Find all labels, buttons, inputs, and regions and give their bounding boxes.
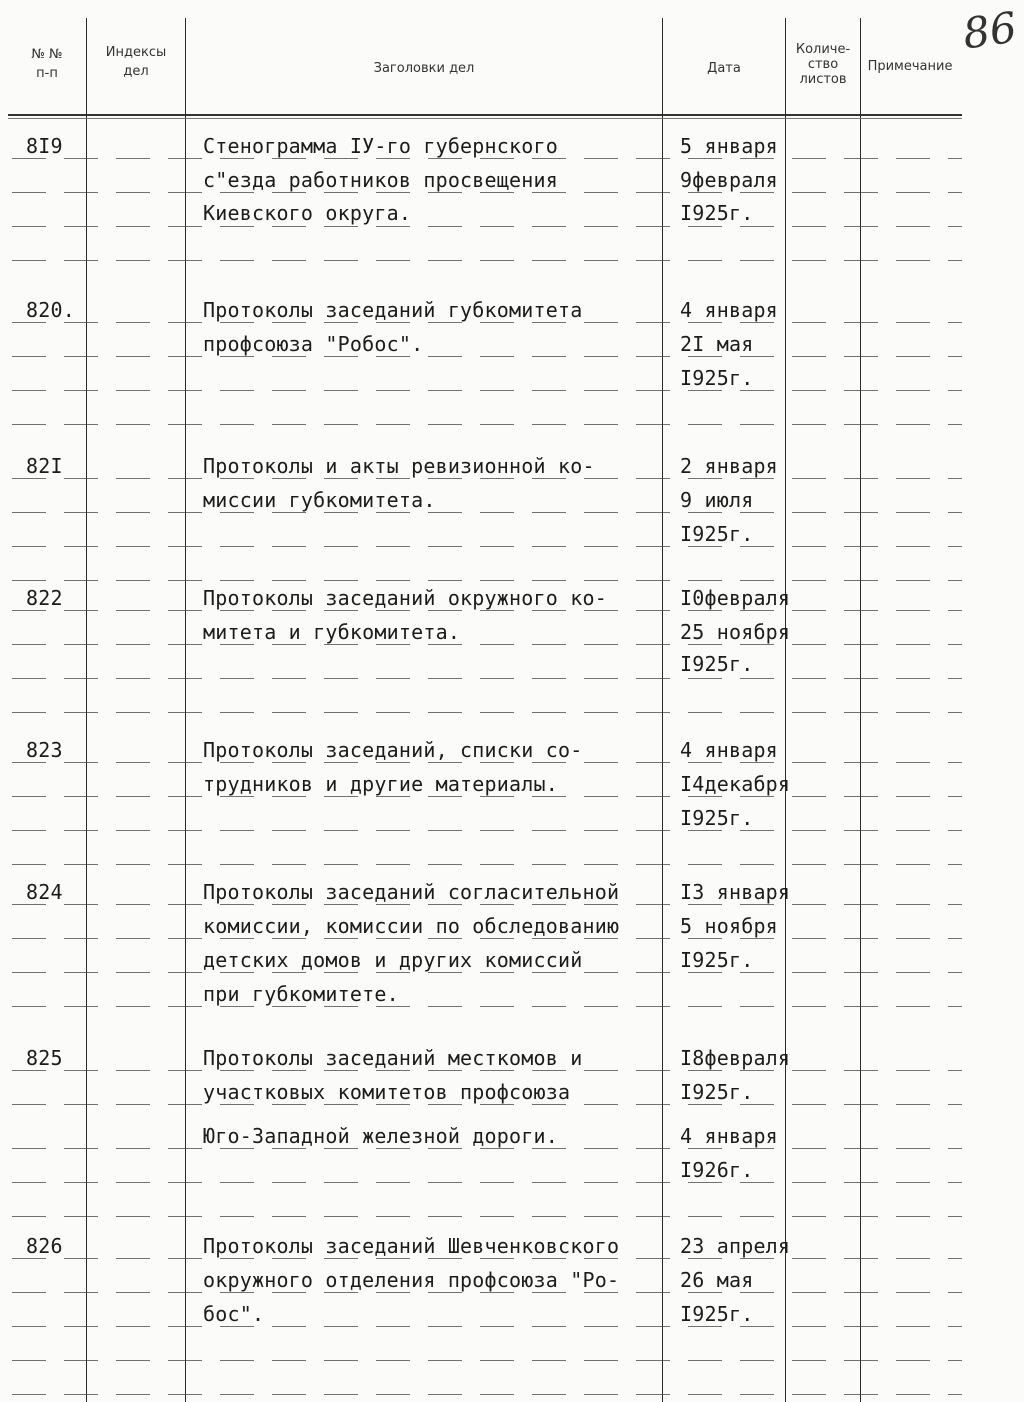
header-num: № № п-п (31, 47, 63, 81)
ruled-line (12, 830, 962, 831)
entry-title-line: окружного отделения профсоюза "Ро- (203, 1268, 620, 1292)
entry-title-line: комиссии, комиссии по обследованию (203, 914, 620, 938)
ruled-line (12, 1394, 962, 1395)
header-rule (8, 114, 962, 116)
entry-title-line: Стенограмма IУ-го губернского (203, 134, 558, 158)
header-sheet-count: Количе- ство листов (795, 42, 851, 87)
entry-date: 4 января (680, 298, 778, 322)
ruled-line (12, 1258, 962, 1259)
ruled-line (12, 610, 962, 611)
entry-date: I4декабря (680, 772, 791, 796)
entry-date: I925г. (680, 366, 754, 390)
entry-date: I925г. (680, 948, 754, 972)
ruled-line (12, 678, 962, 679)
ruled-line (12, 1360, 962, 1361)
ruled-line (12, 546, 962, 547)
entry-number: 822 (26, 586, 63, 610)
entry-title-line: участковых комитетов профсоюза (203, 1080, 571, 1104)
ruled-line (12, 1182, 962, 1183)
entry-number: 826 (26, 1234, 63, 1258)
ruled-line (12, 580, 962, 581)
entry-date: I926г. (680, 1158, 754, 1182)
entry-title-line: Протоколы заседаний окружного ко- (203, 586, 607, 610)
entry-date: 4 января (680, 738, 778, 762)
entry-date: 2 января (680, 454, 778, 478)
entry-title-line: бос". (203, 1302, 265, 1326)
ruled-line (12, 192, 962, 193)
ruled-line (12, 796, 962, 797)
entry-date: 5 января (680, 134, 778, 158)
ruled-line (12, 158, 962, 159)
ruled-line (12, 1216, 962, 1217)
header-note: Примечание (867, 59, 953, 74)
entry-number: 82I (26, 454, 63, 478)
entry-number: 825 (26, 1046, 63, 1070)
entry-title-line: с"езда работников просвещения (203, 168, 558, 192)
header-rule (8, 118, 962, 119)
ruled-line (12, 864, 962, 865)
entry-date: I925г. (680, 1302, 754, 1326)
entry-number: 820. (26, 298, 75, 322)
ruled-line (12, 712, 962, 713)
entry-title-line: детских домов и других комиссий (203, 948, 583, 972)
entry-date: I0февраля (680, 586, 791, 610)
entry-date: 9 июля (680, 488, 754, 512)
entry-title-line: Протоколы заседаний месткомов и (203, 1046, 583, 1070)
entry-date: I3 января (680, 880, 791, 904)
entry-title-line: Протоколы заседаний губкомитета (203, 298, 583, 322)
page-number-handwritten: 86 (959, 2, 1020, 59)
ruled-line (12, 390, 962, 391)
entry-date: I925г. (680, 652, 754, 676)
ruled-line (12, 1148, 962, 1149)
entry-date: 25 ноября (680, 620, 791, 644)
ruled-line (12, 972, 962, 973)
ruled-line (12, 1326, 962, 1327)
entry-title-line: Протоколы заседаний Шевченковского (203, 1234, 620, 1258)
entry-title-line: трудников и другие материалы. (203, 772, 558, 796)
ruled-line (12, 322, 962, 323)
header-date: Дата (707, 61, 741, 76)
ruled-line (12, 904, 962, 905)
entry-title-line: митета и губкомитета. (203, 620, 461, 644)
ruled-line (12, 1070, 962, 1071)
entry-date: I925г. (680, 1080, 754, 1104)
entry-date: 26 мая (680, 1268, 754, 1292)
entry-date: I925г. (680, 522, 754, 546)
ruled-line (12, 644, 962, 645)
header-title: Заголовки дел (373, 61, 475, 76)
entry-title-line: Протоколы заседаний, списки со- (203, 738, 583, 762)
entry-title-line: Киевского округа. (203, 201, 412, 225)
ruled-line (12, 762, 962, 763)
ruled-line (12, 1292, 962, 1293)
entry-title-line: миссии губкомитета. (203, 488, 436, 512)
entry-date: 5 ноября (680, 914, 778, 938)
ruled-line (12, 260, 962, 261)
header-index: Индексы дел (105, 45, 167, 79)
entry-title-line: при губкомитете. (203, 982, 399, 1006)
ruled-line (12, 424, 962, 425)
entry-title-line: Юго-Западной железной дороги. (203, 1124, 558, 1148)
ruled-line (12, 512, 962, 513)
entry-number: 824 (26, 880, 63, 904)
entry-date: 23 апреля (680, 1234, 791, 1258)
ruled-line (12, 1006, 962, 1007)
entry-date: 9февраля (680, 168, 778, 192)
entry-date: I925г. (680, 201, 754, 225)
entry-date: I925г. (680, 806, 754, 830)
ruled-line (12, 356, 962, 357)
entry-number: 823 (26, 738, 63, 762)
entry-date: 2I мая (680, 332, 754, 356)
entry-number: 8I9 (26, 134, 63, 158)
ruled-line (12, 478, 962, 479)
ruled-line (12, 1104, 962, 1105)
entry-date: I8февраля (680, 1046, 791, 1070)
entry-date: 4 января (680, 1124, 778, 1148)
entry-title-line: Протоколы и акты ревизионной ко- (203, 454, 595, 478)
entry-title-line: Протоколы заседаний согласительной (203, 880, 620, 904)
entry-title-line: профсоюза "Робос". (203, 332, 424, 356)
ruled-line (12, 226, 962, 227)
ruled-line (12, 938, 962, 939)
